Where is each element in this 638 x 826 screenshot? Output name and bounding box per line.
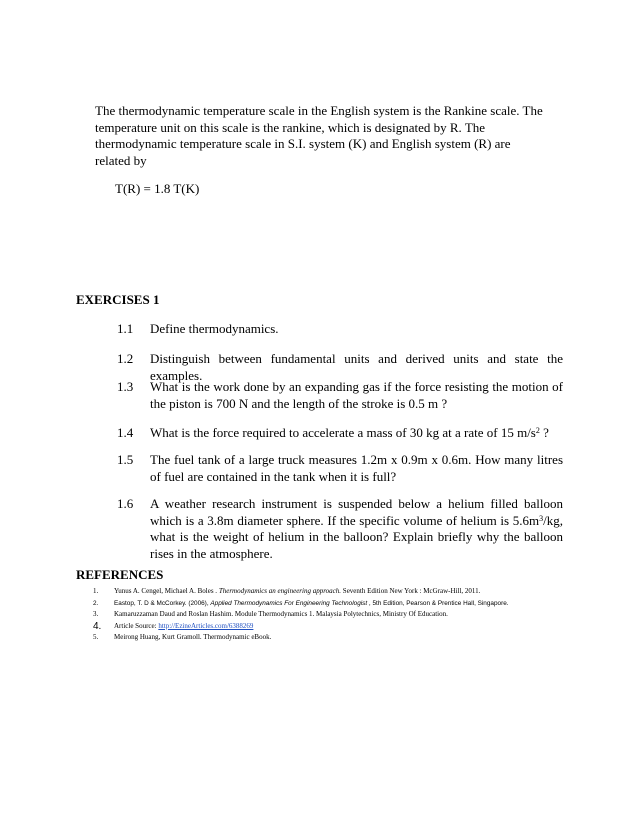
exercise-text-tail: ? (539, 425, 549, 440)
exercise-number: 1.4 (117, 425, 134, 440)
exercise-text-main: A weather research instrument is suspended below a helium filled balloon which is a 3.8m diameter sphere. If the specific volume of helium is 5.6m (150, 496, 563, 528)
exercise-number: 1.2 (117, 351, 134, 366)
reference-item (93, 621, 573, 633)
exercise-number: 1.1 (117, 321, 134, 336)
reference-link[interactable]: http://EzineArticles.com/6388269 (158, 621, 254, 630)
reference-title: Thermodynamics an engineering approach. (218, 587, 342, 595)
reference-publisher: Seventh Edition New York : McGraw-Hill, 2011. (341, 587, 481, 595)
reference-item (93, 598, 573, 610)
exercise-number: 1.6 (117, 496, 134, 511)
exercise-item (117, 496, 563, 562)
exercise-text-tail: /kg, what is the weight of helium in the balloon? Explain briefly why the balloon rises in the atmosphere. (150, 512, 563, 561)
reference-number: 5. (93, 633, 99, 641)
exercise-text: What is the work done by an expanding gas if the force resisting the motion of the piston is 700 N and the length of the stroke is 0.5 m ? (150, 379, 563, 411)
exercise-text: The fuel tank of a large truck measures 1.2m x 0.9m x 0.6m. How many litres of fuel are contained in the tank when it is full? (150, 452, 563, 484)
reference-authors: Yunus A. Cengel, Michael A. Boles . (114, 587, 219, 595)
reference-number: 1. (93, 587, 99, 595)
exercise-text (150, 496, 563, 562)
reference-number: 4. (93, 620, 102, 632)
exercise-item (117, 425, 563, 442)
exercise-text: Define thermodynamics. (150, 321, 279, 336)
reference-source-label: Article Source: (114, 621, 159, 630)
reference-text (114, 598, 509, 610)
exercise-text-main: What is the force required to accelerate a mass of 30 kg at a rate of 15 m/s (150, 425, 536, 440)
rankine-formula: T(R) = 1.8 T(K) (115, 181, 200, 196)
exercise-item (117, 321, 563, 338)
reference-number: 3. (93, 610, 99, 618)
exercise-item (117, 452, 563, 485)
exercise-item (117, 379, 563, 412)
reference-list (93, 586, 573, 644)
references-heading: REFERENCES (76, 567, 164, 582)
exercise-text: Distinguish between fundamental units and derived units and state the examples. (150, 351, 563, 383)
superscript-cubed: 3 (539, 513, 544, 523)
reference-text (114, 621, 253, 633)
reference-item (93, 586, 573, 598)
exercise-number: 1.3 (117, 379, 134, 394)
reference-item (93, 632, 573, 644)
reference-text: Kamaruzzaman Daud and Roslan Hashim. Module Thermodynamics 1. Malaysia Polytechnics, Ministry Of Education. (114, 610, 448, 618)
reference-text: Meirong Huang, Kurt Gramoll. Thermodynamic eBook. (114, 633, 272, 641)
reference-authors: Eastop, T. D & McCorkey. (2006), (114, 599, 211, 607)
reference-number: 2. (93, 599, 99, 607)
exercise-number: 1.5 (117, 452, 134, 467)
reference-title: Applied Thermodynamics For Engineering Technologist (210, 599, 368, 607)
exercise-text (150, 425, 563, 442)
exercises-heading: EXERCISES 1 (76, 292, 160, 307)
reference-item (93, 609, 573, 621)
superscript-squared: 2 (535, 426, 540, 435)
reference-publisher: , 5th Edition, Pearson & Prentice Hall, Singapore. (367, 599, 509, 607)
reference-text (114, 586, 480, 598)
intro-paragraph: The thermodynamic temperature scale in the English system is the Rankine scale. The temperature unit on this scale is the rankine, which is designated by R. The thermodynamic temperature scale in S.I. system (K) and English system (R) are related by (95, 103, 543, 168)
